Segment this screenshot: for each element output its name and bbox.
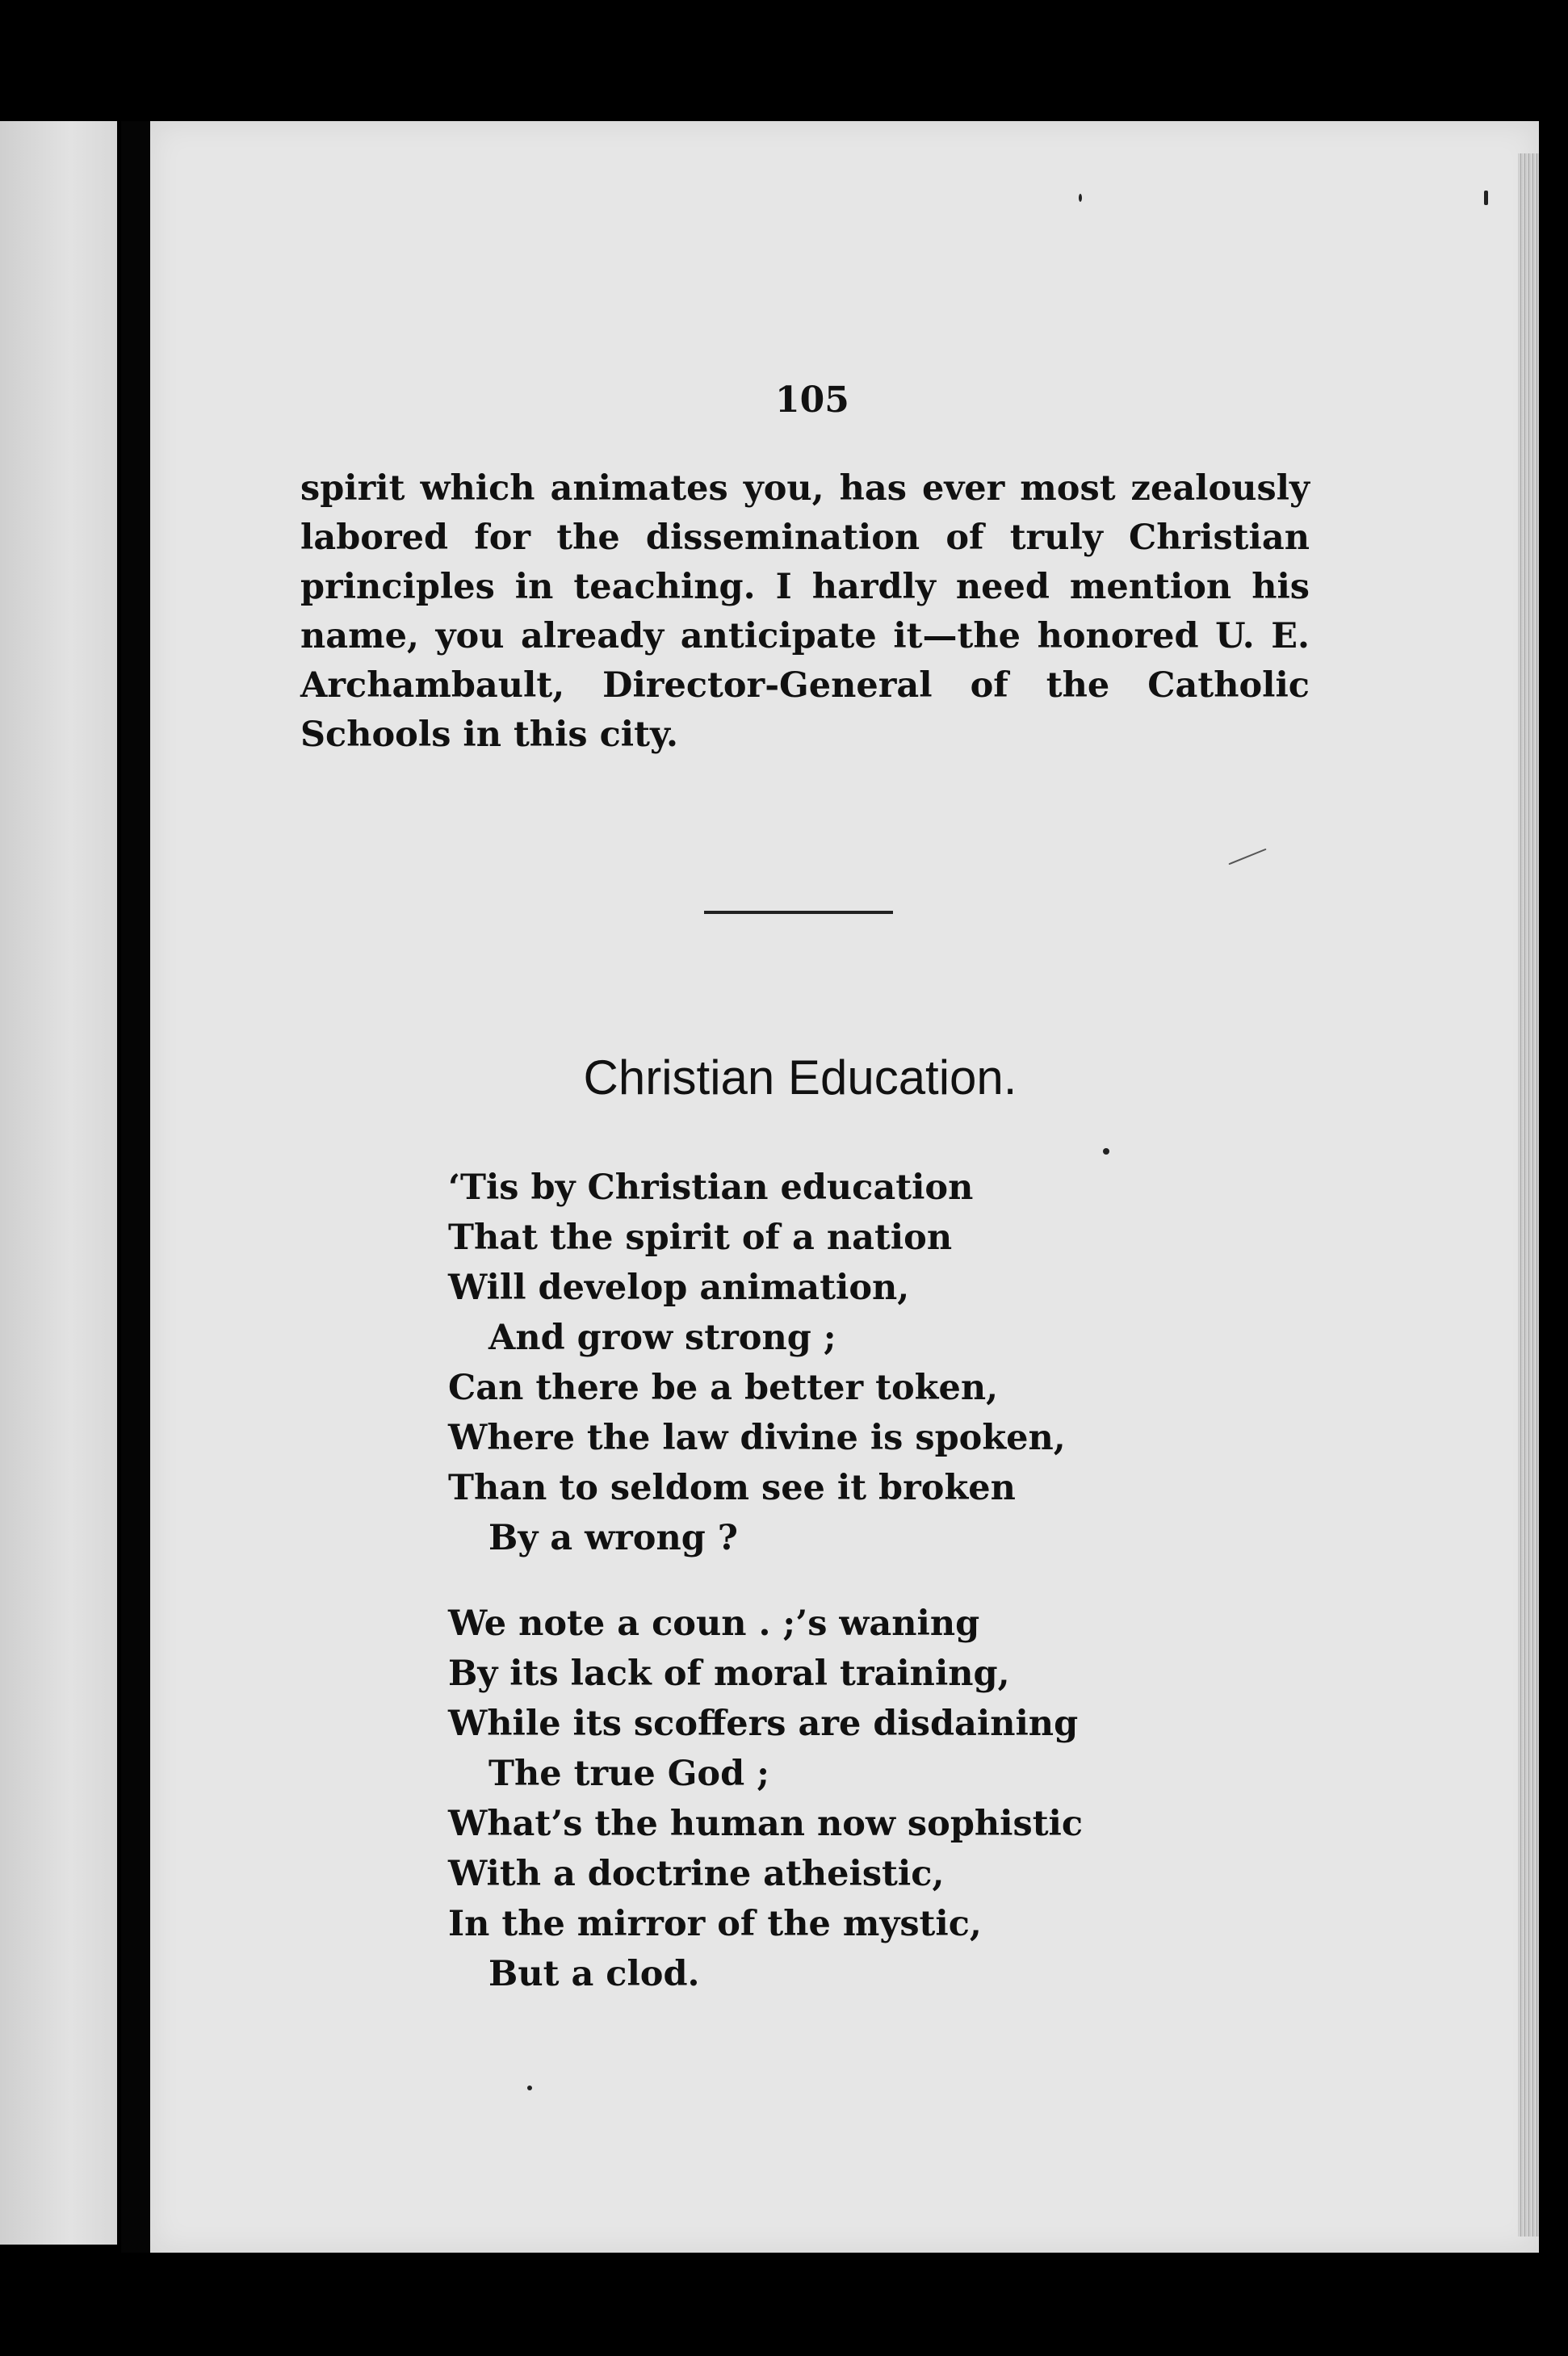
paragraph-line: name, you already anticipate it—the honored U. E. xyxy=(300,616,1310,656)
poem-line: And grow strong ; xyxy=(488,1318,836,1358)
page-stack-edge xyxy=(1518,153,1539,2237)
facing-page-edge xyxy=(0,121,117,2245)
paragraph-line: labored for the dissemination of truly Christian xyxy=(300,518,1310,558)
page-number: 105 xyxy=(775,379,849,421)
poem-line: With a doctrine atheistic, xyxy=(448,1854,945,1894)
intro-paragraph xyxy=(300,464,1310,760)
scan-speck xyxy=(527,2086,532,2090)
paragraph-line: principles in teaching. I hardly need mention his xyxy=(300,567,1310,607)
poem-line: But a clod. xyxy=(488,1954,700,1994)
poem-line: By a wrong ? xyxy=(488,1518,738,1558)
poem-line: ‘Tis by Christian education xyxy=(448,1168,974,1208)
poem-line: That the spirit of a nation xyxy=(448,1218,953,1258)
paragraph-line: Archambault, Director-General of the Catholic xyxy=(300,665,1310,706)
poem-line: We note a coun . ;’s waning xyxy=(448,1604,980,1644)
poem-line: While its scoffers are disdaining xyxy=(448,1704,1079,1744)
scan-speck xyxy=(1484,191,1488,205)
scan-speck xyxy=(1079,194,1082,202)
binding-gutter xyxy=(121,121,150,2253)
paragraph-line: Schools in this city. xyxy=(300,715,678,755)
poem-line: Will develop animation, xyxy=(448,1268,910,1308)
poem-line: Where the law divine is spoken, xyxy=(448,1418,1066,1458)
poem-line: By its lack of moral training, xyxy=(448,1654,1010,1694)
poem-stanza xyxy=(448,1599,1175,1999)
poem-line: Can there be a better token, xyxy=(448,1368,999,1408)
poem-line: In the mirror of the mystic, xyxy=(448,1904,982,1944)
poem-stanza xyxy=(448,1163,1175,1563)
section-divider-rule xyxy=(704,911,893,914)
poem-title: Christian Education. xyxy=(583,1050,1017,1105)
poem-line: Than to seldom see it broken xyxy=(448,1468,1016,1508)
paragraph-line: spirit which animates you, has ever most zealously xyxy=(300,468,1310,509)
poem-line: The true God ; xyxy=(488,1754,770,1794)
scan-speck xyxy=(1103,1148,1109,1155)
poem-line: What’s the human now sophistic xyxy=(448,1804,1084,1844)
